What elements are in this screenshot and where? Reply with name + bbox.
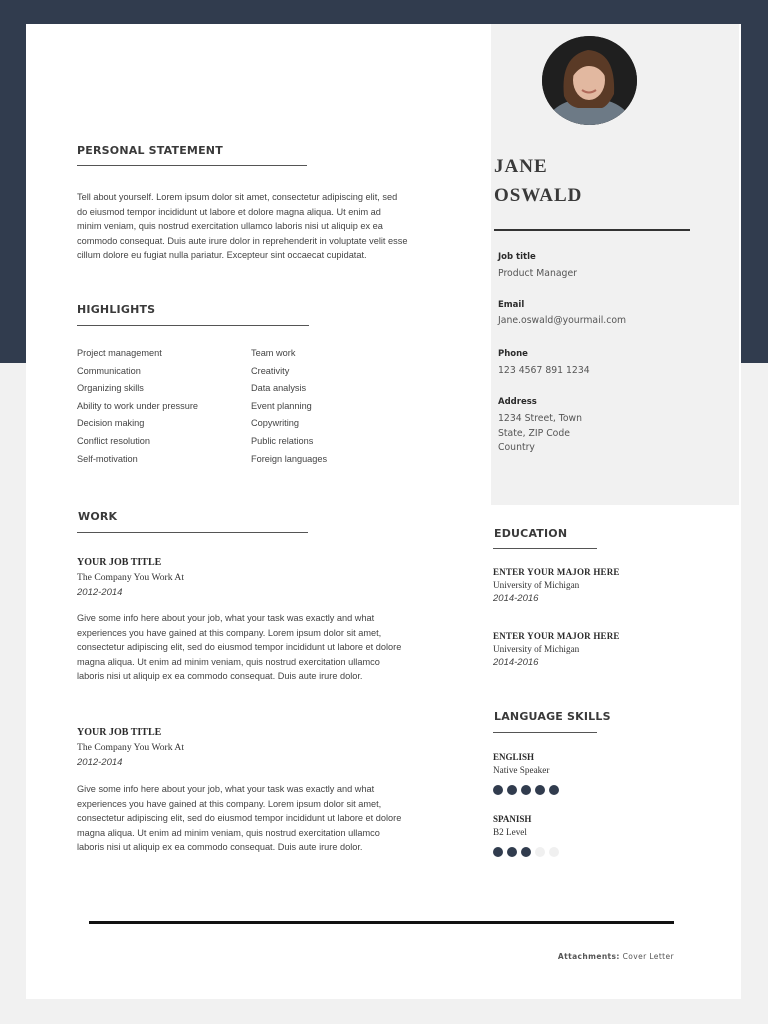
- text-line: cillum dolore eu fugiat nulla pariatur. Excepteur sint occaecat cupidatat.: [77, 250, 367, 261]
- highlight-item: Communication: [77, 365, 141, 376]
- highlight-item: Team work: [251, 348, 296, 358]
- contact-label: Phone: [498, 349, 528, 359]
- education-major: ENTER YOUR MAJOR HERE: [493, 567, 620, 577]
- rating-dot-filled: [549, 785, 559, 795]
- job-company: The Company You Work At: [77, 742, 184, 753]
- rating-dot-empty: [549, 847, 559, 857]
- contact-value: 1234 Street, Town: [498, 413, 583, 424]
- highlight-item: Self-motivation: [77, 453, 138, 464]
- highlight-item: Data analysis: [251, 383, 307, 394]
- job-dates: 2012-2014: [77, 757, 123, 768]
- language-skills-title: LANGUAGE SKILLS: [494, 710, 611, 723]
- work-entry: [77, 557, 457, 684]
- text-line: Tell about yourself. Lorem ipsum dolor sit amet, consectetur adipiscing elit, sed: [77, 192, 398, 202]
- education-major: ENTER YOUR MAJOR HERE: [493, 631, 620, 641]
- section-divider: [77, 165, 307, 166]
- highlight-item: Creativity: [251, 365, 290, 376]
- work-entry: [77, 727, 457, 855]
- text-line: commodo consequat. Duis aute irure dolor in reprehenderit in voluptate velit esse: [77, 235, 408, 246]
- footer-area: [26, 876, 741, 999]
- contact-address: [498, 397, 688, 456]
- education-dates: 2014-2016: [493, 593, 539, 604]
- highlights-column-2: [251, 345, 421, 468]
- language-name: SPANISH: [493, 814, 532, 824]
- rating-dot-filled: [521, 847, 531, 857]
- text-line: consectetur adipiscing elit, sed do eiusmod tempor incididunt ut labore et dolore: [77, 642, 402, 653]
- job-title: YOUR JOB TITLE: [77, 727, 162, 738]
- personal-statement-title: PERSONAL STATEMENT: [77, 144, 223, 157]
- highlight-item: Ability to work under pressure: [77, 400, 199, 411]
- contact-phone: [498, 349, 688, 397]
- language-level: B2 Level: [493, 827, 527, 837]
- education-school: University of Michigan: [493, 580, 580, 590]
- highlight-item: Conflict resolution: [77, 435, 151, 446]
- contact-value: Product Manager: [498, 268, 578, 279]
- avatar-photo-icon: [542, 36, 637, 125]
- section-divider: [77, 325, 309, 326]
- highlight-item: Project management: [77, 348, 162, 358]
- language-rating: [493, 785, 573, 797]
- contact-email: [498, 300, 688, 349]
- section-divider: [77, 532, 308, 533]
- education-school: University of Michigan: [493, 644, 580, 654]
- education-title: EDUCATION: [494, 527, 568, 540]
- name-divider: [494, 229, 690, 231]
- text-line: magna aliqua. Ut enim ad minim veniam, quis nostrud exercitation ullamco: [77, 656, 380, 667]
- highlights-column-1: [77, 345, 247, 468]
- contact-label: Email: [498, 300, 525, 310]
- first-name: JANE: [494, 156, 548, 177]
- highlight-item: Copywriting: [251, 418, 299, 429]
- language-rating: [493, 847, 573, 859]
- text-line: minim veniam, quis nostrud exercitation ullamco laboris nisi ut aliquip ex ea: [77, 221, 383, 232]
- language-entry: [493, 814, 693, 837]
- text-line: Give some info here about your job, what your task was exactly and what: [77, 613, 375, 623]
- text-line: laboris nisi ut aliquip ex ea commodo consequat. Duis aute irure dolor.: [77, 842, 363, 853]
- section-divider: [493, 732, 597, 733]
- rating-dot-filled: [507, 785, 517, 795]
- attachments-note: [500, 952, 674, 961]
- contact-label: Address: [498, 397, 537, 407]
- text-line: Give some info here about your job, what your task was exactly and what: [77, 784, 375, 794]
- rating-dot-filled: [493, 785, 503, 795]
- highlights-title: HIGHLIGHTS: [77, 303, 156, 316]
- text-line: experiences you have gained at this company. Lorem ipsum dolor sit amet,: [77, 627, 382, 638]
- last-name: OSWALD: [494, 185, 583, 206]
- contact-value: Country: [498, 442, 535, 454]
- highlight-item: Organizing skills: [77, 383, 144, 394]
- language-entry: [493, 752, 693, 775]
- language-level: Native Speaker: [493, 765, 550, 775]
- contact-value: State, ZIP Code: [498, 427, 570, 439]
- job-company: The Company You Work At: [77, 572, 184, 583]
- highlight-item: Decision making: [77, 418, 145, 429]
- text-line: consectetur adipiscing elit, sed do eiusmod tempor incididunt ut labore et dolore: [77, 813, 402, 824]
- contact-value: 123 4567 891 1234: [498, 365, 590, 376]
- job-dates: 2012-2014: [77, 587, 123, 598]
- personal-statement-text: [77, 190, 457, 263]
- text-line: experiences you have gained at this company. Lorem ipsum dolor sit amet,: [77, 798, 382, 809]
- avatar: [542, 36, 637, 125]
- highlight-item: Foreign languages: [251, 453, 328, 464]
- footer-divider: [89, 921, 674, 924]
- attachments-label: Attachments:: [557, 952, 620, 961]
- contact-label: Job title: [498, 252, 536, 262]
- job-description: [77, 782, 457, 855]
- education-entry: [493, 631, 693, 668]
- education-dates: 2014-2016: [493, 657, 539, 668]
- text-line: do eiusmod tempor incididunt ut labore et dolore magna aliqua. Ut enim ad: [77, 206, 381, 217]
- rating-dot-filled: [521, 785, 531, 795]
- text-line: laboris nisi ut aliquip ex ea commodo consequat. Duis aute irure dolor.: [77, 671, 363, 682]
- education-entry: [493, 567, 693, 604]
- highlight-item: Event planning: [251, 400, 312, 411]
- rating-dot-filled: [493, 847, 503, 857]
- work-title: WORK: [78, 510, 118, 523]
- attachments-value: Cover Letter: [622, 952, 674, 961]
- rating-dot-empty: [535, 847, 545, 857]
- rating-dot-filled: [535, 785, 545, 795]
- highlight-item: Public relations: [251, 435, 314, 446]
- contact-value: Jane.oswald@yourmail.com: [498, 315, 627, 326]
- job-description: [77, 611, 457, 684]
- job-title: YOUR JOB TITLE: [77, 557, 162, 568]
- section-divider: [493, 548, 597, 549]
- contact-job-title: [498, 252, 688, 300]
- text-line: magna aliqua. Ut enim ad minim veniam, quis nostrud exercitation ullamco: [77, 827, 380, 838]
- contact-list: [498, 252, 688, 456]
- rating-dot-filled: [507, 847, 517, 857]
- language-name: ENGLISH: [493, 752, 535, 762]
